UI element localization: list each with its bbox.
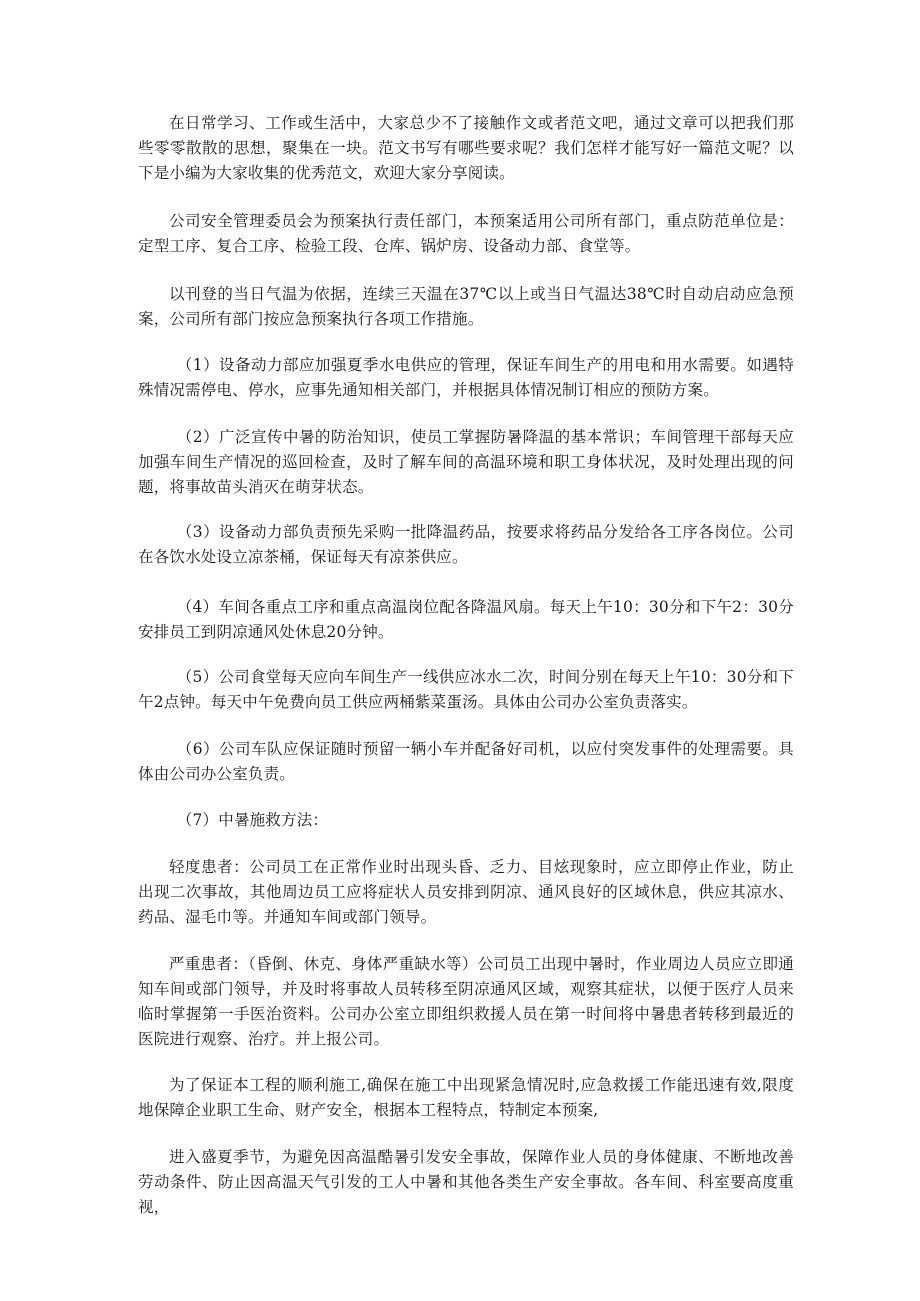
mild-case-paragraph: 轻度患者：公司员工在正常作业时出现头昏、乏力、目炫现象时，应立即停止作业，防止出现二次事故，其他周边员工应将症状人员安排到阴凉、通风良好的区域休息，供应其凉水、药品、湿毛巾等。并通知车间或部门领导。 — [138, 858, 794, 926]
measure-item-2: （2）广泛宣传中暑的防治知识，使员工掌握防暑降温的基本常识；车间管理干部每天应加强车间生产情况的巡回检查，及时了解车间的高温环境和职工身体状况，及时处理出现的问题，将事故苗头消灭在萌芽状态。 — [138, 428, 794, 496]
measure-item-6: （6）公司车队应保证随时预留一辆小车并配备好司机，以应付突发事件的处理需要。具体由公司办公室负责。 — [138, 740, 794, 783]
responsibility-paragraph: 公司安全管理委员会为预案执行责任部门，本预案适用公司所有部门，重点防范单位是：定型工序、复合工序、检验工段、仓库、锅炉房、设备动力部、食堂等。 — [138, 212, 794, 255]
severe-case-paragraph: 严重患者：（昏倒、休克、身体严重缺水等）公司员工出现中暑时，作业周边人员应立即通知车间或部门领导，并及时将事故人员转移至阴凉通风区域，观察其症状，以便于医疗人员来临时掌握第一手医治资料。公司办公室立即组织救援人员在第一时间将中暑患者转移到最近的医院进行观察、治疗。并上报公司。 — [138, 955, 794, 1048]
activation-paragraph: 以刊登的当日气温为依据，连续三天温在37℃以上或当日气温达38℃时自动启动应急预案，公司所有部门按应急预案执行各项工作措施。 — [138, 285, 794, 328]
measure-item-1: （1）设备动力部应加强夏季水电供应的管理，保证车间生产的用电和用水需要。如遇特殊情况需停电、停水，应事先通知相关部门，并根据具体情况制订相应的预防方案。 — [138, 356, 794, 399]
measure-item-4: （4）车间各重点工序和重点高温岗位配各降温风扇。每天上午10：30分和下午2：30分安排员工到阴凉通风处休息20分钟。 — [138, 598, 794, 641]
project-paragraph: 为了保证本工程的顺利施工,确保在施工中出现紧急情况时,应急救援工作能迅速有效,限度地保障企业职工生命、财产安全，根据本工程特点，特制定本预案, — [138, 1076, 794, 1119]
intro-paragraph: 在日常学习、工作或生活中，大家总少不了接触作文或者范文吧，通过文章可以把我们那些零零散散的思想，聚集在一块。范文书写有哪些要求呢？我们怎样才能写好一篇范文呢？以下是小编为大家收集的优秀范文，欢迎大家分享阅读。 — [138, 114, 794, 182]
measure-item-7: （7）中暑施救方法： — [176, 811, 329, 829]
summer-paragraph: 进入盛夏季节，为避免因高温酷暑引发安全事故，保障作业人员的身体健康、不断地改善劳动条件、防止因高温天气引发的工人中暑和其他各类生产安全事故。各车间、科室要高度重视， — [138, 1148, 794, 1216]
measure-item-3: （3）设备动力部负责预先采购一批降温药品，按要求将药品分发给各工序各岗位。公司在各饮水处设立凉茶桶，保证每天有凉茶供应。 — [138, 523, 794, 566]
measure-item-5: （5）公司食堂每天应向车间生产一线供应冰水二次，时间分别在每天上午10：30分和下午2点钟。每天中午免费向员工供应两桶紫菜蛋汤。具体由公司办公室负责落实。 — [138, 668, 794, 711]
